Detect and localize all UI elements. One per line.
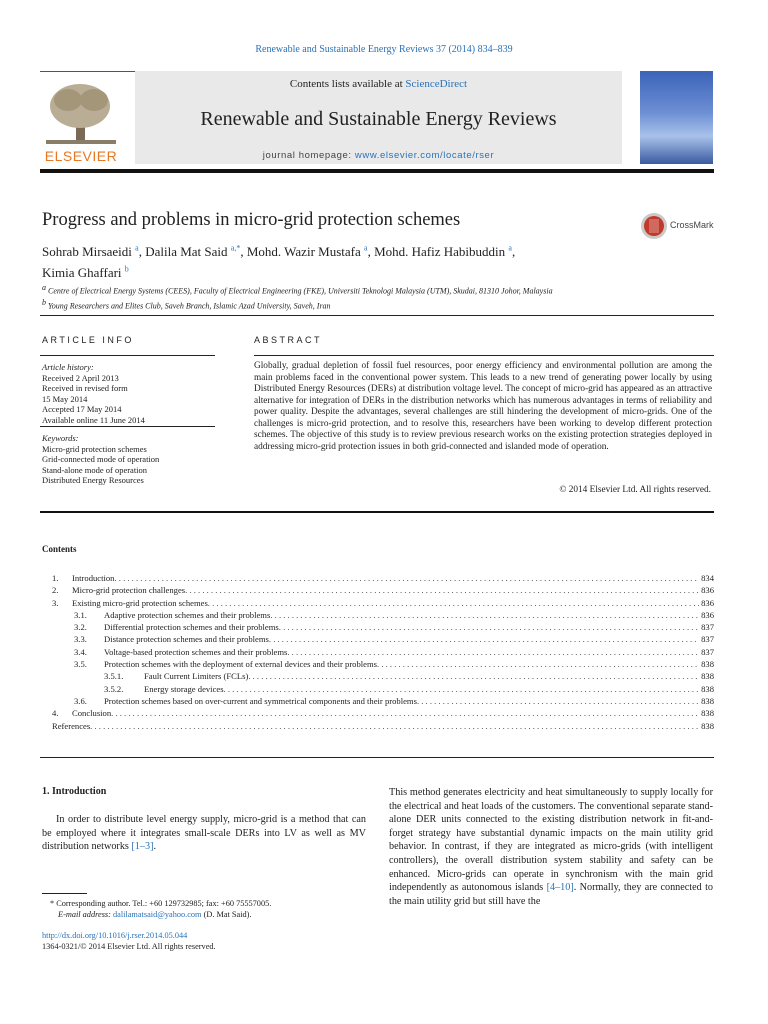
toc-number: 3.2. [74,622,87,633]
toc-entry[interactable] [40,707,714,719]
toc-number: 3.5.1. [104,671,124,682]
footnote: * Corresponding author. Tel.: +60 129732985; fax: +60 75557005. E-mail address: dalilamatsaid@yahoo.com (D. Mat Said). [50,899,272,919]
crossmark-label: CrossMark [670,220,714,230]
journal-title: Renewable and Sustainable Energy Reviews [200,108,557,130]
affiliations [42,282,682,311]
toc-entry[interactable] [40,658,714,670]
toc-number: 3.3. [74,634,87,645]
toc-label: Differential protection schemes and their problems [104,622,279,633]
elsevier-wordmark: ELSEVIER [44,148,118,164]
toc-entry[interactable] [40,584,714,596]
section-heading: 1. Introduction [42,786,107,797]
toc-page: 836 [701,609,714,620]
toc-number: 3.4. [74,646,87,657]
toc-leader [111,707,699,719]
journal-homepage: journal homepage: www.elsevier.com/locate/rser [262,150,495,161]
toc-entry[interactable] [40,597,714,609]
toc-number: 3. [52,597,59,608]
toc-page: 838 [701,671,714,682]
author: Kimia Ghaffari $^b$ [42,264,129,280]
toc-page: 838 [701,708,714,719]
toc-label: Micro-grid protection challenges [72,585,186,596]
toc-number: 1. [52,573,59,583]
toc-label: Protection schemes with the deployment of external devices and their problems [104,659,378,670]
toc-entry[interactable] [40,633,714,645]
toc-page: 836 [701,585,714,596]
crossmark-badge[interactable] [640,210,714,242]
toc-leader [287,646,699,658]
toc-number: 3.1. [74,609,87,620]
toc-label: Conclusion [72,708,112,719]
toc-leader [185,584,699,596]
toc-number [40,720,52,732]
toc-leader [269,633,699,645]
toc-entry[interactable] [40,670,714,682]
sciencedirect-link[interactable]: ScienceDirect [405,78,468,90]
toc-entry[interactable] [40,720,714,732]
toc-entry[interactable] [40,621,714,633]
body-paragraph: This method generates electricity and heat simultaneously to supply locally for the electrical and heat loads of the customers. The conventional separate stand-alone DER units connected to the existing distribution network in fit-and-forget strategy have substantial dynamic impacts on the main utility grid behavior. In contrast, if they are integrated as micro-grids (with intelligent controllers), the overall distribution system stability and safety can be enhanced. Micro-grids can operate in synchronism with the main grid independently as autonomous islands [4–10]. Normally, they are connected to the main utility grid but still have the [389,787,713,907]
author-list [42,240,642,281]
author: Sohrab Mirsaeidi $^a$, [42,244,146,260]
toc-page: 834 [701,573,714,583]
toc-label: Introduction [72,573,115,583]
crossmark-icon [640,210,668,242]
toc-label: Energy storage devices [144,683,224,694]
section-rule [40,315,714,316]
toc-label: Fault Current Limiters (FCLs) [144,671,249,682]
abstract-copyright: © 2014 Elsevier Ltd. All rights reserved. [559,485,711,495]
toc-leader [90,720,699,732]
affiliation: $^a$ Centre of Electrical Energy Systems (CEES), Faculty of Electrical Engineering (FKE), Universiti Teknologi Malaysia (UTM), Skudai, 81310 Johor, Malaysia [42,283,553,296]
paper-title: Progress and problems in micro-grid protection schemes [42,210,461,230]
toc-page: 837 [701,634,714,645]
toc-leader [377,658,699,670]
toc-label: Voltage-based protection schemes and their problems [104,646,288,657]
toc-label: Adaptive protection schemes and their problems [104,609,271,620]
citation-link[interactable]: [4–10] [546,882,574,894]
article-history: Article history: Received 2 April 2013 Received in revised form 15 May 2014 Accepted 17 May 2014 Available online 11 June 2014 [42,362,145,425]
toc-leader [248,670,699,682]
section-rule [40,511,714,513]
toc-page: 837 [701,622,714,633]
toc-number: 4. [52,708,59,719]
toc-entry[interactable] [40,646,714,658]
toc-entry[interactable] [40,695,714,707]
table-of-contents [40,572,714,732]
abstract-heading: ABSTRACT [254,335,323,345]
toc-leader [208,597,699,609]
toc-label: References [52,720,91,731]
journal-cover-image [640,71,713,164]
homepage-link[interactable]: www.elsevier.com/locate/rser [354,150,495,161]
keywords: Keywords: Micro-grid protection schemes Grid-connected mode of operation Stand-alone mode of operation Distributed Energy Resources [42,433,160,485]
keywords-rule [40,426,215,427]
toc-page: 838 [701,683,714,694]
body-paragraph: In order to distribute level energy supply, micro-grid is a method that can be employed where it integrates small-scale DERs into LV as well as MV distribution networks [1–3]. [42,814,366,853]
contents-available: Contents lists available at ScienceDirect [289,78,468,90]
toc-entry[interactable] [40,683,714,695]
toc-page: 838 [701,720,714,731]
article-info-rule [40,355,215,356]
toc-label: Distance protection schemes and their problems [104,634,269,645]
article-info-heading: ARTICLE INFO [42,335,134,345]
citation-link[interactable]: [1–3] [131,841,154,853]
toc-page: 837 [701,646,714,657]
toc-leader [417,695,699,707]
contents-heading: Contents [42,544,77,554]
doi-link[interactable]: http://dx.doi.org/10.1016/j.rser.2014.05.044 [42,931,188,940]
toc-leader [270,609,699,621]
abstract-text: Globally, gradual depletion of fossil fuel resources, poor energy efficiency and environmental pollution are among the main problems faced in the conventional power system. This leads to a new trend of generating power locally by using Distributed Energy Resources (DERs) at distribution voltage level. The concept of micro-grid has appeared as an attractive alternative for integration of DERs in the distribution networks which has numerous advantages in terms of reliability and power quality. Despite the advantages, several challenges are still hindering the development of micro-grids. One of the challenges is micro-grid protection, and to resolve this, researchers have been working to develop different protection schemes. The objective of this study is to review previous research works on the existing protection strategies deployed in addressing micro-grid protection issues in both grid-connected and islanded mode of operation. [254,361,712,452]
section-rule [40,757,714,758]
toc-number: 2. [52,585,59,596]
toc-number: 3.5.2. [104,683,124,694]
toc-page: 838 [701,659,714,670]
abstract-rule [254,355,714,356]
doi-block [42,930,216,952]
toc-number: 3.5. [74,659,87,670]
toc-page: 838 [701,695,714,706]
toc-entry[interactable] [40,609,714,621]
toc-label: Existing micro-grid protection schemes [72,597,208,608]
footnote-rule [42,893,87,894]
email-link[interactable]: dalilamatsaid@yahoo.com [113,910,202,919]
toc-entry[interactable] [40,572,714,584]
toc-leader [224,683,700,695]
toc-leader [279,621,699,633]
toc-label: Protection schemes based on over-current and symmetrical components and their problems [104,695,417,706]
toc-number: 3.6. [74,695,87,706]
toc-page: 836 [701,597,714,608]
header-thick-rule [40,169,714,173]
journal-citation[interactable]: Renewable and Sustainable Energy Reviews 37 (2014) 834–839 [255,44,513,55]
toc-leader [114,572,699,584]
issn: 1364-0321/© 2014 Elsevier Ltd. All rights reserved. [42,942,216,951]
author: Dalila Mat Said $^{a,*}$, [145,244,247,260]
author: Mohd. Hafiz Habibuddin $^a$, [374,244,516,260]
author: Mohd. Wazir Mustafa $^a$, [246,244,375,260]
affiliation: $^b$ Young Researchers and Elites Club, Saveh Branch, Islamic Azad University, Saveh, Iran [42,297,331,311]
